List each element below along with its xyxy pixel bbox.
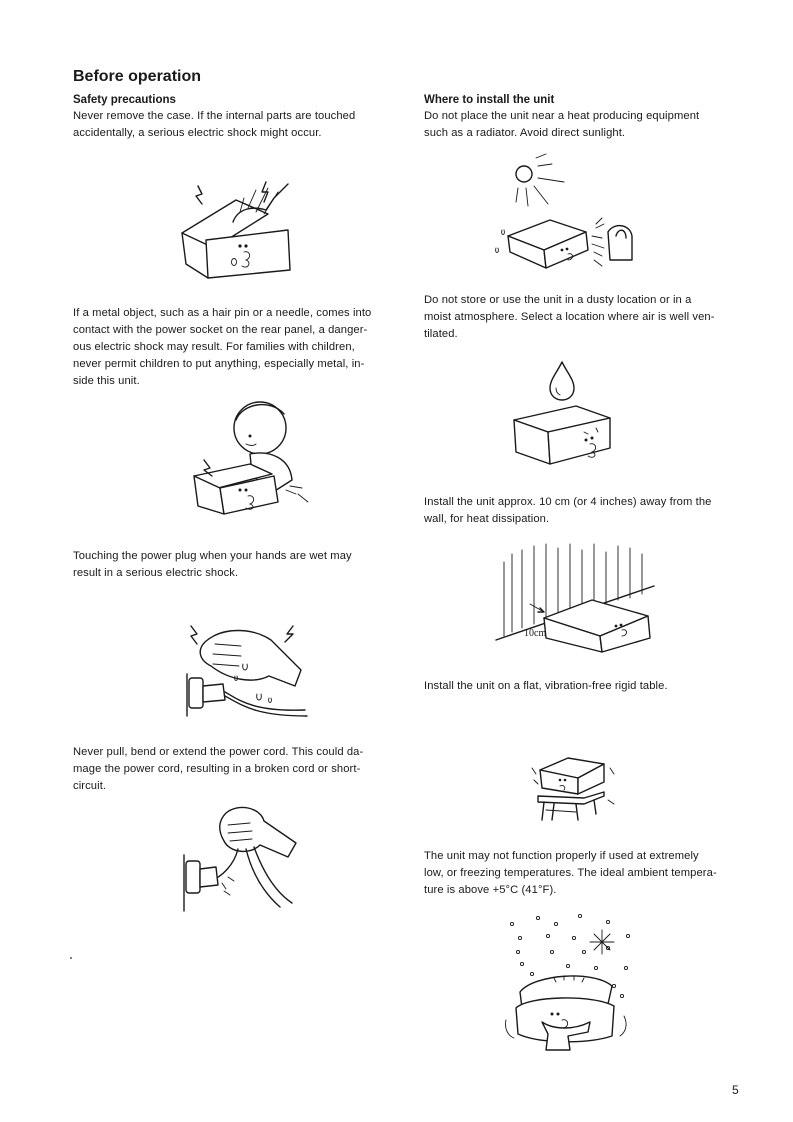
text-line: never permit children to put anything, especially metal, in- <box>73 358 365 370</box>
sun-and-iron-heat-illustration <box>492 152 637 274</box>
text-line: circuit. <box>73 780 107 792</box>
text-line: accidentally, a serious electric shock might occur. <box>73 127 322 139</box>
text-line: Install the unit on a flat, vibration-free rigid table. <box>424 680 668 692</box>
paragraph-power-cord <box>73 744 391 795</box>
text-line: ture is above +5°C (41°F). <box>424 884 557 896</box>
text-line: result in a serious electric shock. <box>73 567 239 579</box>
text-line: Install the unit approx. 10 cm (or 4 inches) away from the <box>424 496 712 508</box>
text-line: such as a radiator. Avoid direct sunlight. <box>424 127 626 139</box>
text-line: The unit may not function properly if used at extremely <box>424 850 699 862</box>
paragraph-temperature <box>424 848 742 899</box>
paragraph-flat-table <box>424 678 742 695</box>
text-line: Do not place the unit near a heat producing equipment <box>424 110 700 122</box>
safety-precautions-heading: Safety precautions <box>73 94 176 106</box>
wall-clearance-illustration <box>494 542 656 652</box>
text-line: wall, for heat dissipation. <box>424 513 550 525</box>
text-line: moist atmosphere. Select a location where air is well ven- <box>424 311 715 323</box>
speck <box>70 957 72 959</box>
text-line: Never remove the case. If the internal parts are touched <box>73 110 356 122</box>
text-line: Touching the power plug when your hands are wet may <box>73 550 352 562</box>
text-line: Do not store or use the unit in a dusty location or in a <box>424 294 692 306</box>
paragraph-wet-hands <box>73 548 391 582</box>
paragraph-heat <box>424 108 742 142</box>
text-line: mage the power cord, resulting in a broken cord or short- <box>73 763 361 775</box>
wobbly-stool-illustration <box>530 750 620 822</box>
text-line: tilated. <box>424 328 458 340</box>
where-to-install-heading: Where to install the unit <box>424 94 555 106</box>
text-line: Never pull, bend or extend the power cord. This could da- <box>73 746 364 758</box>
hand-touching-internal-parts-illustration <box>178 178 298 283</box>
page-title: Before operation <box>73 68 202 85</box>
paragraph-remove-case <box>73 108 391 142</box>
text-line: side this unit. <box>73 375 140 387</box>
text-line: ous electric shock may result. For families with children, <box>73 341 355 353</box>
page-number: 5 <box>732 1083 739 1097</box>
freezing-snow-illustration <box>504 912 634 1052</box>
wet-hand-plug-illustration <box>183 620 308 720</box>
water-drop-illustration <box>512 360 612 468</box>
distance-label: 10cm <box>524 628 547 639</box>
paragraph-wall-distance <box>424 494 742 528</box>
child-inserting-object-illustration <box>190 398 315 516</box>
text-line: If a metal object, such as a hair pin or a needle, comes into <box>73 307 372 319</box>
text-line: contact with the power socket on the rear panel, a danger- <box>73 324 368 336</box>
paragraph-dust-moisture <box>424 292 742 343</box>
fist-pulling-cord-illustration <box>180 803 300 915</box>
paragraph-metal-object <box>73 305 391 390</box>
text-line: low, or freezing temperatures. The ideal ambient tempera- <box>424 867 717 879</box>
